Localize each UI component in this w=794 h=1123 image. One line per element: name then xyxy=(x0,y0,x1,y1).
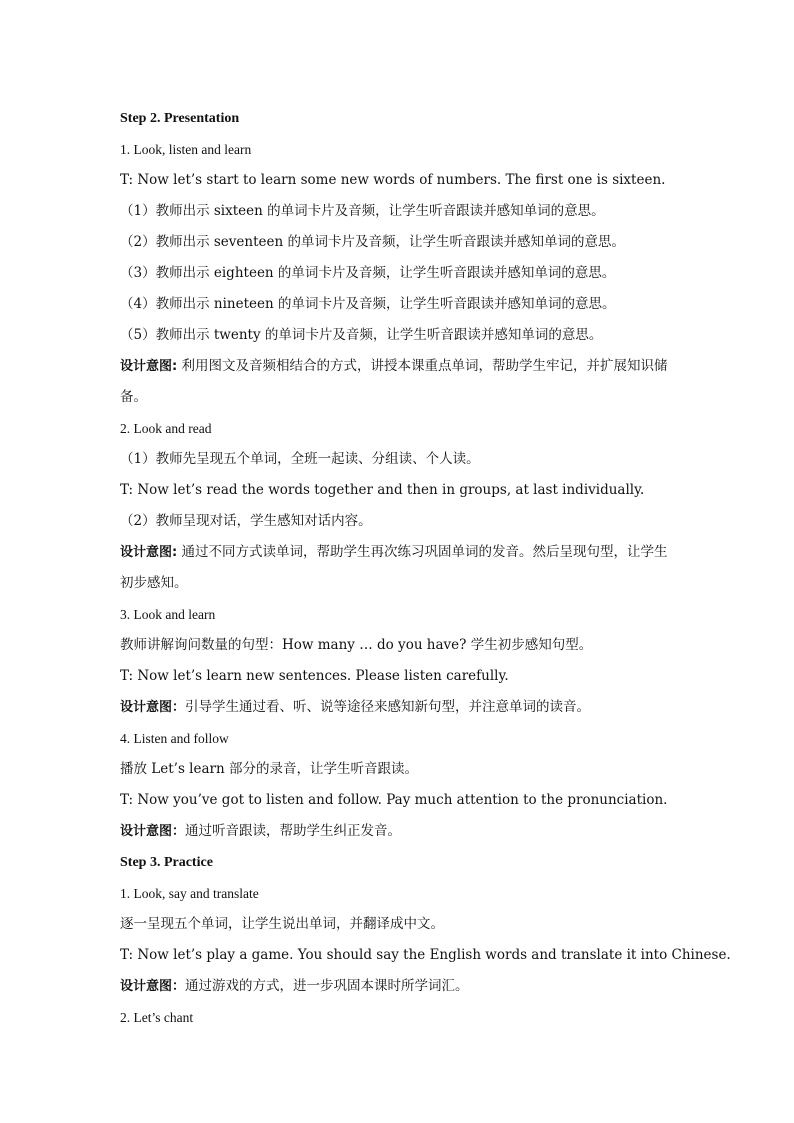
step3-title: Step 3. Practice xyxy=(120,855,213,870)
step2-item1-heading: 1. Look, listen and learn xyxy=(120,142,252,157)
step2-item2-step-1: （1）教师先呈现五个单词，全班一起读、分组读、个人读。 xyxy=(120,451,480,467)
step2-item2-teacher-line: T: Now let’s read the words together and then in groups, at last individually. xyxy=(120,482,645,498)
intent-label: 设计意图： xyxy=(120,700,186,715)
step2-item1-teacher-line: T: Now let’s start to learn some new words of numbers. The first one is sixteen. xyxy=(120,172,666,188)
step2-item4-teacher-line: T: Now you’ve got to listen and follow. Pay much attention to the pronunciation. xyxy=(120,792,668,808)
step2-item1-intent xyxy=(120,351,680,413)
step2-item2-step-2: （2）教师呈现对话，学生感知对话内容。 xyxy=(120,513,372,529)
step2-item1-step-1: （1）教师出示 sixteen 的单词卡片及音频，让学生听音跟读并感知单词的意思。 xyxy=(120,203,605,219)
step3-item1-teacher-line: T: Now let’s play a game. You should say the English words and translate it into Chinese. xyxy=(120,947,731,963)
step2-item3-heading: 3. Look and learn xyxy=(120,607,216,622)
step2-item3-desc: 教师讲解询问数量的句型：How many … do you have? 学生初步感知句型。 xyxy=(120,637,593,653)
intent-label: 设计意图： xyxy=(120,824,186,839)
step2-item1-step-2: （2）教师出示 seventeen 的单词卡片及音频，让学生听音跟读并感知单词的意思。 xyxy=(120,234,625,250)
intent-label: 设计意图: xyxy=(120,545,178,560)
intent-text: 利用图文及音频相结合的方式，讲授本课重点单词，帮助学生牢记，并扩展知识储备。 xyxy=(120,358,668,405)
step2-item3-teacher-line: T: Now let’s learn new sentences. Please listen carefully. xyxy=(120,668,509,684)
step3-item1-heading: 1. Look, say and translate xyxy=(120,886,259,901)
intent-text: 引导学生通过看、听、说等途径来感知新句型，并注意单词的读音。 xyxy=(185,699,591,715)
step2-item1-step-3: （3）教师出示 eighteen 的单词卡片及音频，让学生听音跟读并感知单词的意思。 xyxy=(120,265,616,281)
intent-text: 通过游戏的方式，进一步巩固本课时所学词汇。 xyxy=(185,978,469,994)
intent-label: 设计意图: xyxy=(120,359,178,374)
step2-item4-heading: 4. Listen and follow xyxy=(120,731,229,746)
intent-text: 通过听音跟读，帮助学生纠正发音。 xyxy=(185,823,402,839)
step3-item2-heading: 2. Let’s chant xyxy=(120,1010,194,1025)
step3-item1-desc: 逐一呈现五个单词，让学生说出单词，并翻译成中文。 xyxy=(120,916,444,932)
intent-label: 设计意图： xyxy=(120,979,186,994)
step2-item2-intent xyxy=(120,537,680,599)
step2-item2-heading: 2. Look and read xyxy=(120,421,212,436)
step2-item4-intent xyxy=(120,816,680,847)
step2-title: Step 2. Presentation xyxy=(120,111,240,126)
step2-item1-step-5: （5）教师出示 twenty 的单词卡片及音频，让学生听音跟读并感知单词的意思。 xyxy=(120,327,603,343)
step3-item1-intent xyxy=(120,971,680,1002)
step2-item3-intent xyxy=(120,692,680,723)
intent-text: 通过不同方式读单词，帮助学生再次练习巩固单词的发音。然后呈现句型，让学生初步感知。 xyxy=(120,544,668,591)
lesson-plan-content xyxy=(120,103,731,1033)
step2-item4-desc: 播放 Let’s learn 部分的录音，让学生听音跟读。 xyxy=(120,761,418,777)
step2-item1-step-4: （4）教师出示 nineteen 的单词卡片及音频，让学生听音跟读并感知单词的意思。 xyxy=(120,296,616,312)
